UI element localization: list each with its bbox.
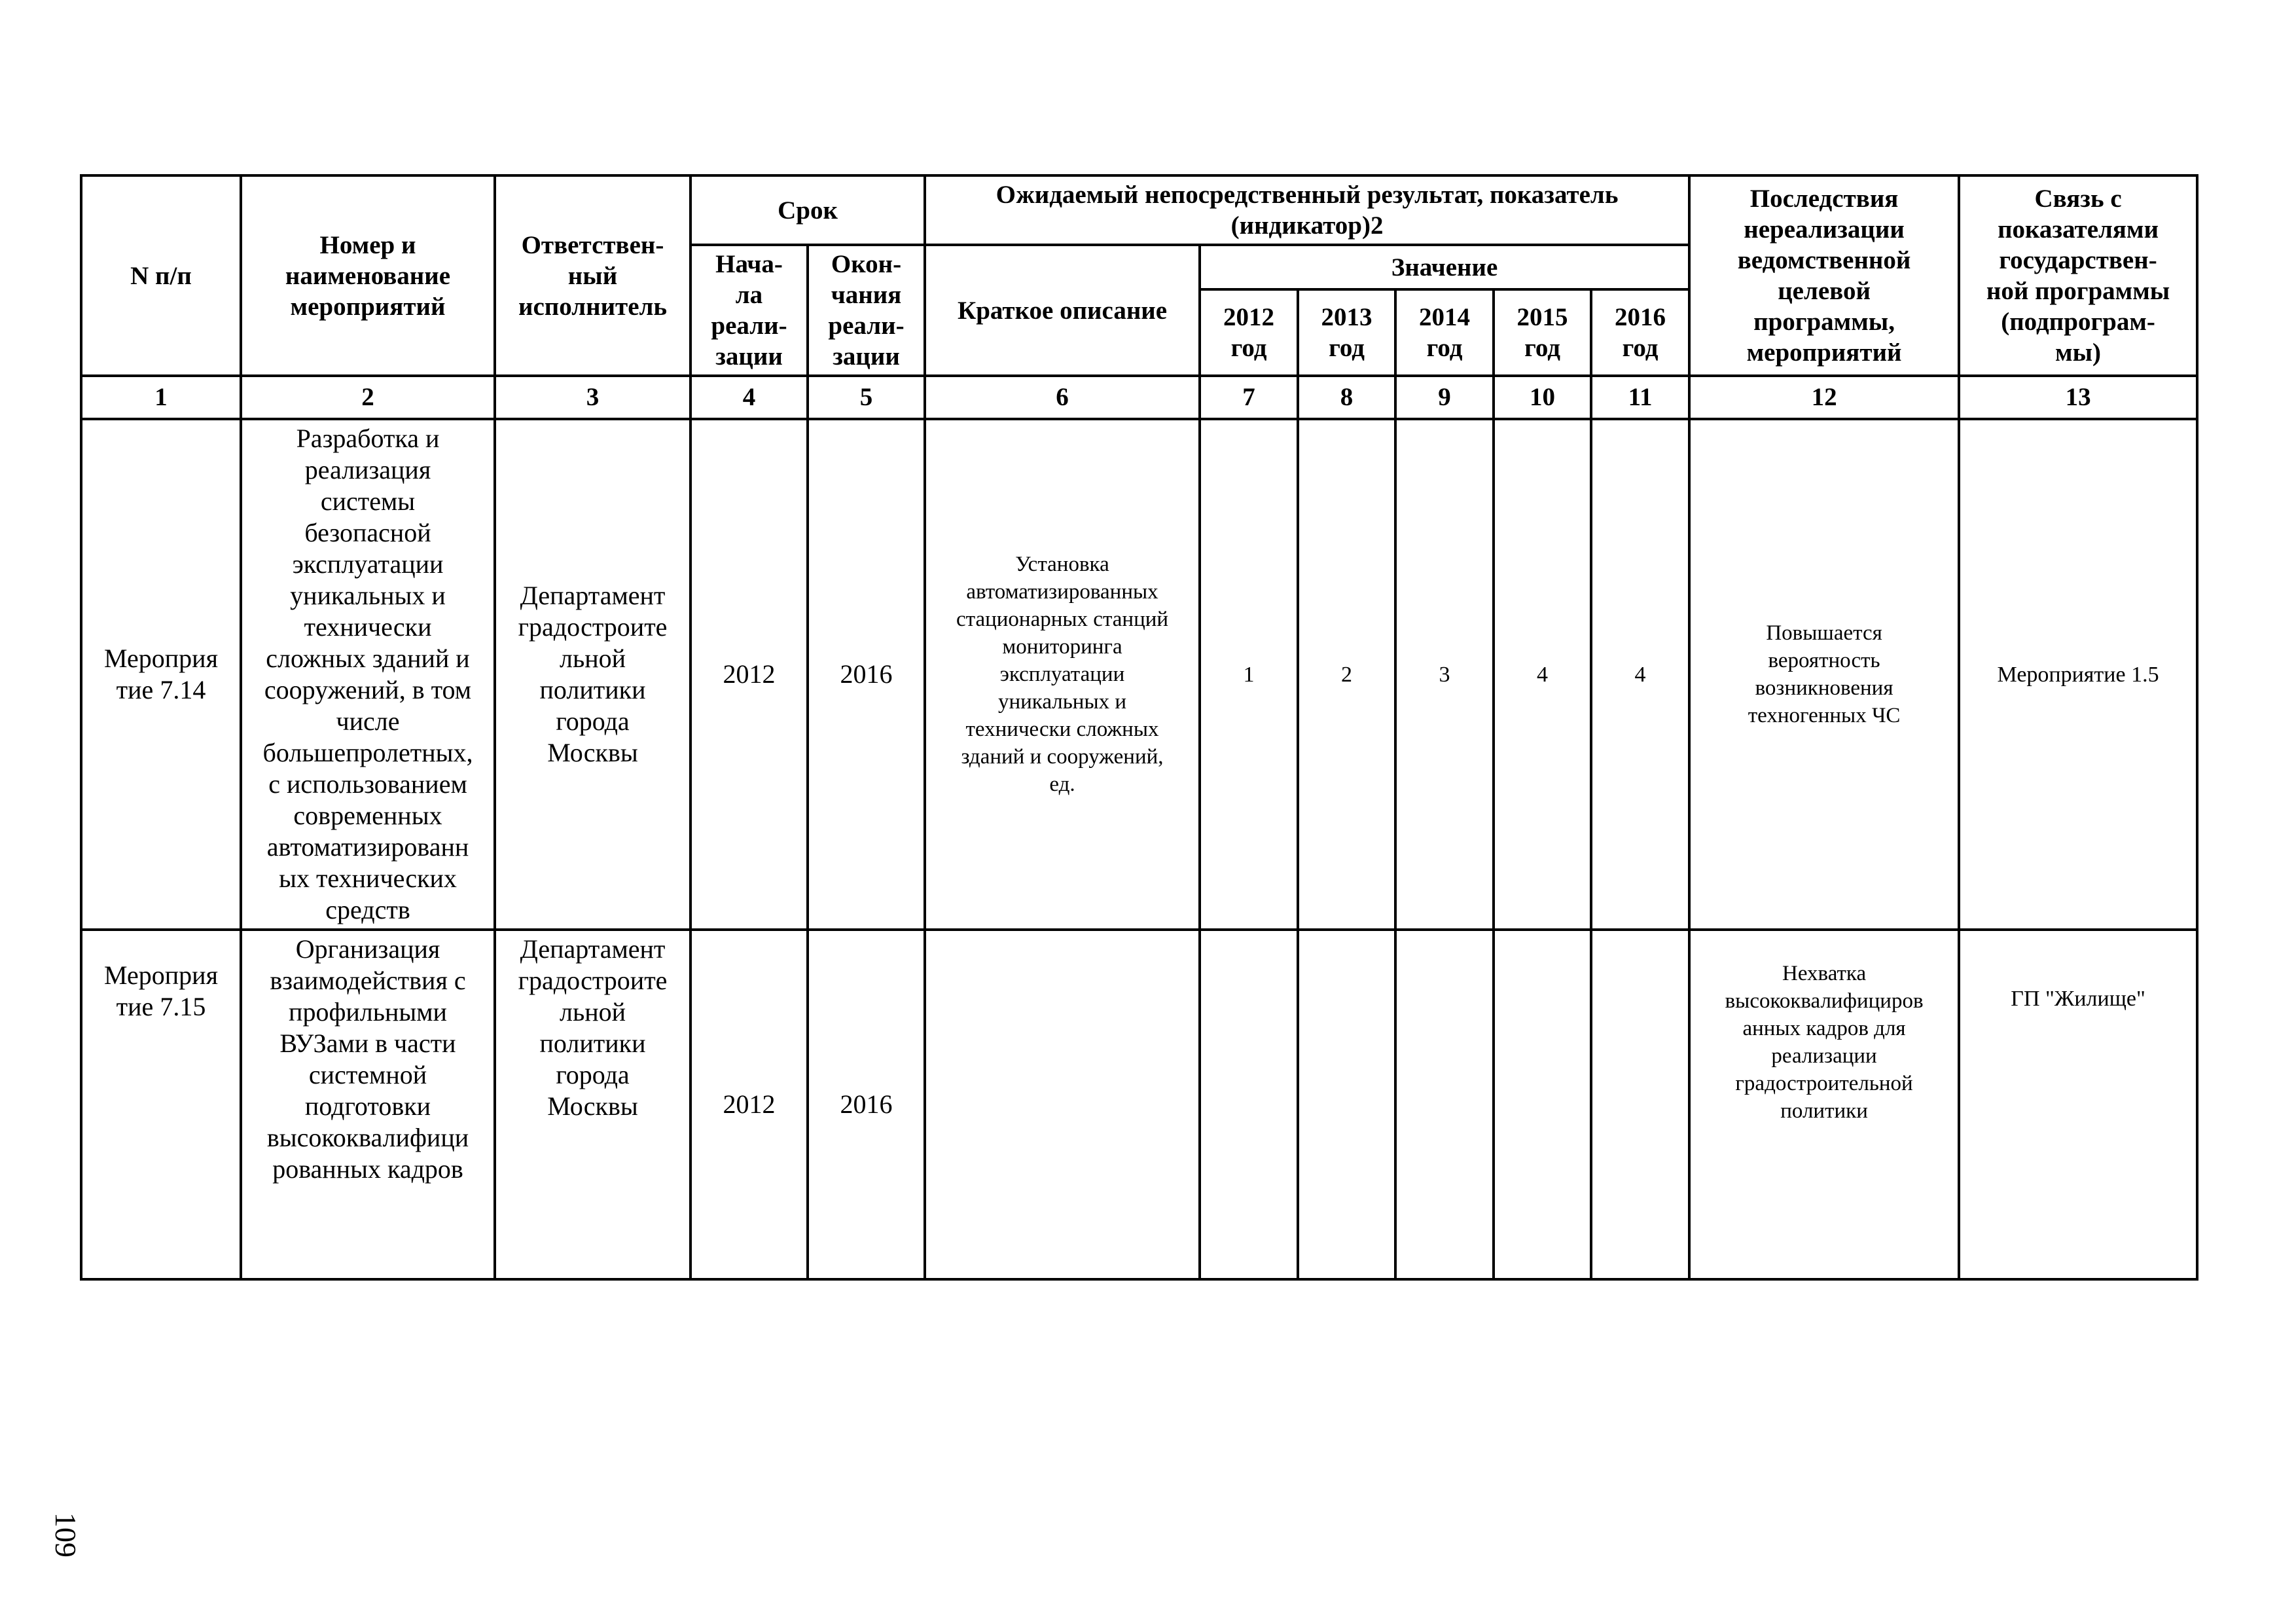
activity-end-year: 2016 [808, 930, 925, 1279]
activity-name: Разработка и реализация системы безопасной эксплуатации уникальных и технически сложных зданий и сооружений, в том числе большепролетных, с использованием современных автоматизированн ых технических средств [241, 419, 495, 930]
header-start: Нача- ла реали- зации [691, 245, 808, 376]
activity-id: Мероприя тие 7.15 [81, 930, 241, 1279]
activity-value-2012: 1 [1200, 419, 1298, 930]
header-year-2016: 2016 год [1591, 289, 1689, 376]
activity-value-2016: 4 [1591, 419, 1689, 930]
activity-program-link: Мероприятие 1.5 [1959, 419, 2197, 930]
header-executor: Ответствен- ный исполнитель [495, 175, 691, 376]
activity-executor: Департамент градостроите льной политики города Москвы [495, 930, 691, 1279]
header-activity-name: Номер и наименование мероприятий [241, 175, 495, 376]
header-program-link: Связь с показателями государствен- ной программы (подпрограм- мы) [1959, 175, 2197, 376]
column-number: 11 [1591, 376, 1689, 419]
activity-end-year: 2016 [808, 419, 925, 930]
header-year-2015: 2015 год [1494, 289, 1591, 376]
column-number: 5 [808, 376, 925, 419]
header-year-2012: 2012 год [1200, 289, 1298, 376]
activity-id: Мероприя тие 7.14 [81, 419, 241, 930]
column-number: 2 [241, 376, 495, 419]
activity-consequences: Повышается вероятность возникновения техногенных ЧС [1689, 419, 1959, 930]
column-number: 4 [691, 376, 808, 419]
activity-value-2014: 3 [1395, 419, 1494, 930]
header-term: Срок [691, 175, 925, 245]
activity-value-2016 [1591, 930, 1689, 1279]
column-number: 8 [1298, 376, 1395, 419]
column-number: 10 [1494, 376, 1591, 419]
activity-consequences: Нехватка высококвалифициров анных кадров для реализации градостроительной политики [1689, 930, 1959, 1279]
activity-value-2015: 4 [1494, 419, 1591, 930]
table-row [81, 419, 2197, 930]
activities-table [80, 174, 2198, 1281]
column-number: 6 [925, 376, 1200, 419]
column-number-row [81, 376, 2197, 419]
header-value: Значение [1200, 245, 1689, 289]
activity-value-2014 [1395, 930, 1494, 1279]
table-row [81, 930, 2197, 1279]
header-row-number: N п/п [81, 175, 241, 376]
column-number: 3 [495, 376, 691, 419]
header-expected-result: Ожидаемый непосредственный результат, показатель (индикатор)2 [925, 175, 1689, 245]
header-short-description: Краткое описание [925, 245, 1200, 376]
activity-start-year: 2012 [691, 419, 808, 930]
column-number: 9 [1395, 376, 1494, 419]
activity-description [925, 930, 1200, 1279]
activity-value-2012 [1200, 930, 1298, 1279]
header-end: Окон- чания реали- зации [808, 245, 925, 376]
page-number: 109 [49, 1512, 82, 1558]
header-year-2014: 2014 год [1395, 289, 1494, 376]
header-consequences: Последствия нереализации ведомственной целевой программы, мероприятий [1689, 175, 1959, 376]
activity-value-2015 [1494, 930, 1591, 1279]
header-year-2013: 2013 год [1298, 289, 1395, 376]
column-number: 7 [1200, 376, 1298, 419]
activity-program-link: ГП "Жилище" [1959, 930, 2197, 1279]
activity-value-2013: 2 [1298, 419, 1395, 930]
header-row-1 [81, 175, 2197, 245]
activity-description: Установка автоматизированных стационарных станций мониторинга эксплуатации уникальных и технически сложных зданий и сооружений, ед. [925, 419, 1200, 930]
activity-value-2013 [1298, 930, 1395, 1279]
activity-executor: Департамент градостроите льной политики города Москвы [495, 419, 691, 930]
column-number: 13 [1959, 376, 2197, 419]
column-number: 1 [81, 376, 241, 419]
activity-start-year: 2012 [691, 930, 808, 1279]
activity-name: Организация взаимодействия с профильными ВУЗами в части системной подготовки высококвалифици рованных кадров [241, 930, 495, 1279]
column-number: 12 [1689, 376, 1959, 419]
